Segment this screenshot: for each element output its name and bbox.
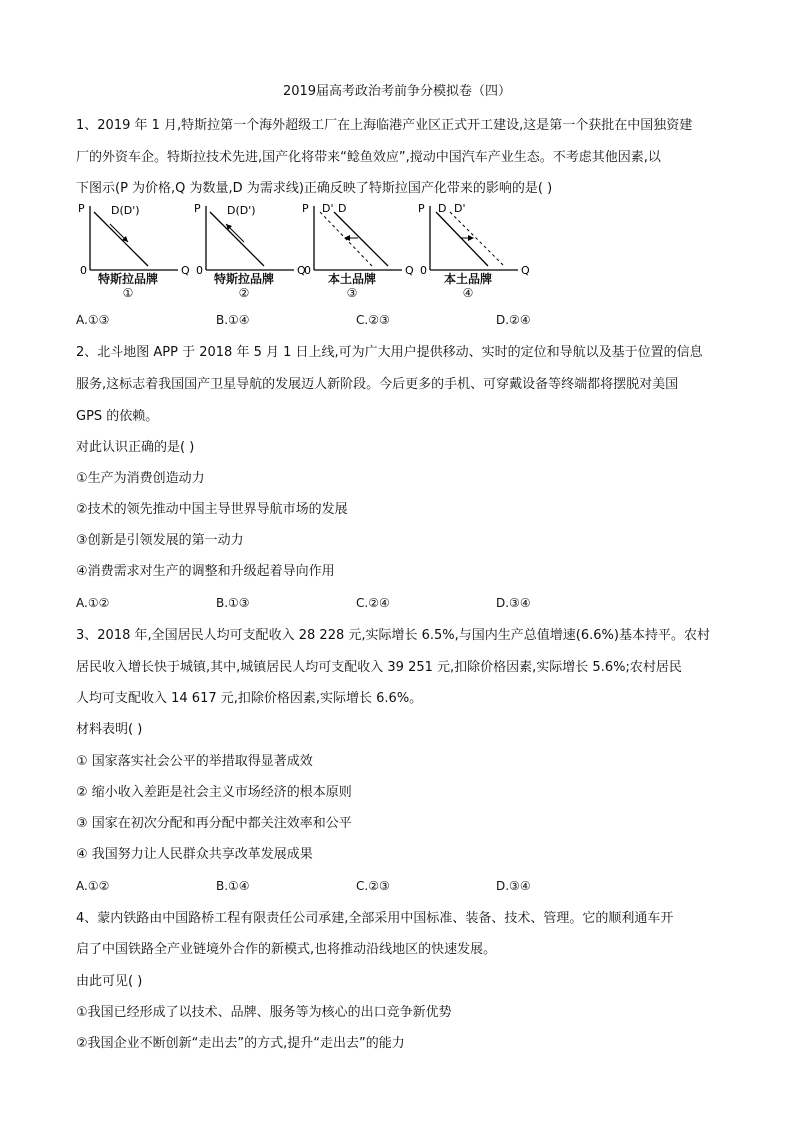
- q2-line-2: 服务,这标志着我国国产卫星导航的发展迈人新阶段。今后更多的手机、可穿戴设备等终端都将摆脱对美国: [76, 377, 679, 392]
- q3-option-a: A.①②: [76, 879, 110, 893]
- q3-line-3: 人均可支配收入 14 617 元,扣除价格因素,实际增长 6.6%。: [76, 691, 423, 706]
- fig3-d2-label: D: [338, 202, 347, 215]
- q2-line-1: 2、北斗地图 APP 于 2018 年 5 月 1 日上线,可为广大用户提供移动、实时的定位和导航以及基于位置的信息: [76, 345, 703, 360]
- fig2-p-axis-label: P: [194, 202, 201, 215]
- fig1-q-axis-label: Q: [181, 264, 190, 277]
- q4-line-1: 4、蒙内铁路由中国路桥工程有限责任公司承建,全部采用中国标准、装备、技术、管理。它的顺利通车开: [76, 911, 674, 926]
- q4-item-1: ①我国已经形成了以技术、品牌、服务等为核心的出口竞争新优势: [76, 1005, 452, 1020]
- fig4-q-axis-label: Q: [521, 264, 530, 277]
- q3-item-2: ② 缩小收入差距是社会主义市场经济的根本原则: [76, 785, 352, 800]
- fig3-q-axis-label: Q: [405, 264, 414, 277]
- fig4-brand-label: 本土品牌: [443, 272, 492, 286]
- fig4-origin-label: 0: [420, 264, 427, 277]
- q3-line-2: 居民收入增长快于城镇,其中,城镇居民人均可支配收入 39 251 元,扣除价格因素,实际增长 5.6%;农村居民: [76, 660, 682, 675]
- q2-prompt: 对此认识正确的是( ): [76, 440, 195, 455]
- fig3-brand-label: 本土品牌: [327, 272, 376, 286]
- q2-option-c: C.②④: [356, 596, 390, 610]
- q3-option-b: B.①④: [216, 879, 250, 893]
- q2-item-3: ③创新是引领发展的第一动力: [76, 533, 244, 548]
- demand-figure-1: [78, 200, 190, 300]
- q2-item-4: ④消费需求对生产的调整和升级起着导向作用: [76, 564, 335, 579]
- q3-option-d: D.③④: [496, 879, 531, 893]
- fig2-q-axis-label: Q: [297, 264, 306, 277]
- fig2-brand-label: 特斯拉品牌: [213, 272, 274, 286]
- fig3-p-axis-label: P: [302, 202, 309, 215]
- demand-figure-2: [194, 200, 306, 300]
- q2-option-d: D.③④: [496, 596, 531, 610]
- q2-option-b: B.①③: [216, 596, 250, 610]
- q4-line-2: 启了中国铁路全产业链境外合作的新模式,也将推动沿线地区的快速发展。: [76, 942, 497, 957]
- q1-line-2: 厂的外资车企。特斯拉技术先进,国产化将带来“鲶鱼效应”,搅动中国汽车产业生态。不考虑其他因素,以: [76, 150, 661, 165]
- page-title: 2019届高考政治考前争分模拟卷（四）: [282, 84, 512, 99]
- q1-line-3: 下图示(P 为价格,Q 为数量,D 为需求线)正确反映了特斯拉国产化带来的影响的是( ): [76, 181, 553, 196]
- fig1-brand-label: 特斯拉品牌: [97, 272, 158, 286]
- q3-prompt: 材料表明( ): [76, 722, 143, 737]
- q1-option-c: C.②③: [356, 313, 390, 327]
- q3-item-1: ① 国家落实社会公平的举措取得显著成效: [76, 754, 313, 769]
- demand-figure-4: [418, 200, 530, 300]
- q3-line-1: 3、2018 年,全国居民人均可支配收入 28 228 元,实际增长 6.5%,与国内生产总值增速(6.6%)基本持平。农村: [76, 628, 710, 643]
- demand-figure-3: [302, 200, 414, 300]
- q3-item-4: ④ 我国努力让人民群众共享改革发展成果: [76, 847, 313, 862]
- fig4-d1-label: D: [438, 202, 447, 215]
- q3-item-3: ③ 国家在初次分配和再分配中都关注效率和公平: [76, 816, 352, 831]
- q2-item-2: ②技术的领先推动中国主导世界导航市场的发展: [76, 502, 348, 517]
- fig3-origin-label: 0: [304, 264, 311, 277]
- q2-line-3: GPS 的依赖。: [76, 409, 159, 424]
- q1-option-a: A.①③: [76, 313, 110, 327]
- fig4-number: ④: [462, 286, 474, 300]
- q1-option-d: D.②④: [496, 313, 531, 327]
- fig2-number: ②: [238, 286, 250, 300]
- fig1-number: ①: [122, 286, 134, 300]
- q1-line-1: 1、2019 年 1 月,特斯拉第一个海外超级工厂在上海临港产业区正式开工建设,这是第一个获批在中国独资建: [76, 118, 693, 133]
- q3-option-c: C.②③: [356, 879, 390, 893]
- fig1-curve-label: D(D'): [111, 204, 140, 217]
- q1-option-b: B.①④: [216, 313, 250, 327]
- q2-item-1: ①生产为消费创造动力: [76, 471, 205, 486]
- q4-prompt: 由此可见( ): [76, 974, 143, 989]
- fig2-origin-label: 0: [196, 264, 203, 277]
- fig2-curve-label: D(D'): [227, 204, 256, 217]
- fig4-d2-label: D': [454, 202, 466, 215]
- fig1-p-axis-label: P: [78, 202, 85, 215]
- fig4-p-axis-label: P: [418, 202, 425, 215]
- fig3-number: ③: [346, 286, 358, 300]
- fig1-origin-label: 0: [80, 264, 87, 277]
- q4-item-2: ②我国企业不断创新“走出去”的方式,提升“走出去”的能力: [76, 1036, 405, 1051]
- fig3-d1-label: D': [322, 202, 334, 215]
- q2-option-a: A.①②: [76, 596, 110, 610]
